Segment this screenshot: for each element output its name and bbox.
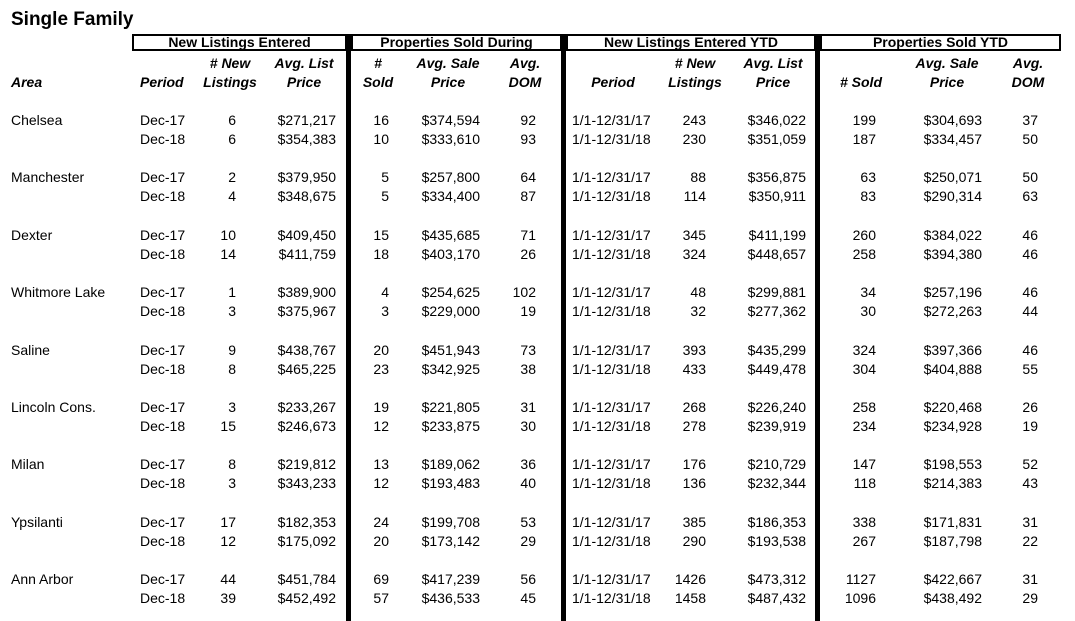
- cell-avg-list-price: $389,900: [277, 284, 336, 300]
- header-avg-list-1: Avg. List: [274, 55, 334, 71]
- cell-new-listings: 3: [228, 475, 236, 491]
- cell-ytd-new-listings: 114: [683, 188, 706, 204]
- cell-avg-list-price: $409,450: [277, 227, 336, 243]
- cell-ytd-period: 1/1-12/31/17: [572, 284, 651, 300]
- cell-ytd-period: 1/1-12/31/17: [572, 514, 651, 530]
- cell-avg-sale-price: $193,483: [421, 475, 480, 491]
- cell-new-listings: 12: [220, 533, 236, 549]
- cell-sold: 10: [373, 131, 389, 147]
- cell-ytd-sold: 83: [860, 188, 876, 204]
- divider-1: [346, 34, 351, 621]
- cell-ytd-period: 1/1-12/31/18: [572, 188, 651, 204]
- cell-dom: 40: [520, 475, 536, 491]
- cell-dom: 53: [520, 514, 536, 530]
- cell-ytd-avg-list-price: $411,199: [748, 227, 806, 243]
- cell-new-listings: 2: [228, 169, 236, 185]
- cell-avg-sale-price: $233,875: [421, 418, 480, 434]
- cell-dom: 38: [520, 361, 536, 377]
- cell-avg-list-price: $452,492: [277, 590, 336, 606]
- cell-period: Dec-17: [140, 342, 186, 358]
- header-area: Area: [11, 74, 43, 90]
- cell-avg-list-price: $411,759: [278, 246, 336, 262]
- cell-avg-sale-price: $435,685: [421, 227, 480, 243]
- cell-new-listings: 39: [220, 590, 236, 606]
- cell-ytd-dom: 43: [1022, 475, 1038, 491]
- cell-ytd-avg-sale-price: $198,553: [923, 456, 982, 472]
- cell-ytd-new-listings: 278: [682, 418, 706, 434]
- cell-sold: 20: [373, 533, 389, 549]
- cell-ytd-new-listings: 243: [682, 112, 706, 128]
- cell-ytd-period: 1/1-12/31/17: [572, 112, 651, 128]
- cell-ytd-avg-sale-price: $257,196: [923, 284, 982, 300]
- cell-ytd-new-listings: 32: [690, 303, 706, 319]
- cell-new-listings: 9: [228, 342, 236, 358]
- cell-dom: 93: [520, 131, 536, 147]
- cell-ytd-avg-list-price: $232,344: [747, 475, 806, 491]
- cell-ytd-period: 1/1-12/31/18: [572, 418, 651, 434]
- cell-ytd-avg-list-price: $299,881: [747, 284, 806, 300]
- cell-sold: 20: [373, 342, 389, 358]
- cell-avg-sale-price: $374,594: [421, 112, 480, 128]
- cell-ytd-avg-list-price: $226,240: [747, 399, 806, 415]
- cell-avg-list-price: $438,767: [277, 342, 336, 358]
- cell-avg-sale-price: $257,800: [421, 169, 480, 185]
- cell-ytd-period: 1/1-12/31/18: [572, 131, 651, 147]
- cell-ytd-avg-list-price: $351,059: [747, 131, 806, 147]
- cell-ytd-avg-list-price: $346,022: [747, 112, 806, 128]
- cell-avg-sale-price: $342,925: [421, 361, 480, 377]
- area-name: Ypsilanti: [11, 514, 63, 530]
- cell-dom: 64: [520, 169, 536, 185]
- cell-ytd-sold: 30: [860, 303, 876, 319]
- cell-ytd-dom: 46: [1022, 227, 1038, 243]
- header-sold-2: Sold: [362, 74, 394, 90]
- cell-ytd-avg-list-price: $186,353: [747, 514, 806, 530]
- cell-ytd-avg-sale-price: $304,693: [923, 112, 982, 128]
- cell-ytd-sold: 260: [852, 227, 876, 243]
- cell-ytd-dom: 26: [1022, 399, 1038, 415]
- cell-sold: 18: [373, 246, 389, 262]
- cell-ytd-sold: 118: [853, 475, 876, 491]
- cell-ytd-period: 1/1-12/31/18: [572, 590, 651, 606]
- cell-sold: 16: [373, 112, 389, 128]
- group-sold-during: Properties Sold During: [351, 34, 562, 51]
- cell-new-listings: 6: [228, 112, 236, 128]
- cell-avg-list-price: $354,383: [277, 131, 336, 147]
- cell-ytd-period: 1/1-12/31/18: [572, 246, 651, 262]
- cell-ytd-avg-list-price: $473,312: [747, 571, 806, 587]
- cell-sold: 24: [373, 514, 389, 530]
- header-period: Period: [140, 74, 184, 90]
- cell-period: Dec-17: [140, 514, 186, 530]
- cell-ytd-avg-sale-price: $438,492: [923, 590, 982, 606]
- cell-ytd-avg-list-price: $210,729: [747, 456, 806, 472]
- cell-ytd-avg-list-price: $239,919: [747, 418, 806, 434]
- cell-ytd-period: 1/1-12/31/17: [572, 571, 651, 587]
- cell-period: Dec-18: [140, 246, 186, 262]
- cell-ytd-avg-list-price: $193,538: [747, 533, 806, 549]
- header-dom-2: DOM: [508, 74, 542, 90]
- cell-ytd-dom: 31: [1022, 571, 1038, 587]
- cell-ytd-dom: 37: [1022, 112, 1038, 128]
- cell-ytd-avg-sale-price: $214,383: [923, 475, 982, 491]
- cell-new-listings: 3: [228, 303, 236, 319]
- cell-ytd-dom: 46: [1022, 284, 1038, 300]
- cell-ytd-period: 1/1-12/31/17: [572, 456, 651, 472]
- header-ytd-new-1: # New: [674, 55, 716, 71]
- cell-avg-sale-price: $229,000: [421, 303, 480, 319]
- cell-sold: 12: [373, 418, 389, 434]
- cell-ytd-sold: 187: [852, 131, 876, 147]
- group-sold-ytd: Properties Sold YTD: [820, 34, 1061, 51]
- cell-sold: 57: [373, 590, 389, 606]
- cell-avg-sale-price: $189,062: [421, 456, 480, 472]
- header-new-listings-2: Listings: [203, 74, 257, 90]
- cell-period: Dec-17: [140, 284, 186, 300]
- header-ytd-sale-2: Price: [929, 74, 965, 90]
- cell-dom: 87: [520, 188, 536, 204]
- cell-ytd-avg-sale-price: $334,457: [923, 131, 982, 147]
- cell-ytd-sold: 1127: [845, 571, 876, 587]
- header-ytd-sold: # Sold: [839, 74, 882, 90]
- area-name: Chelsea: [11, 112, 63, 128]
- cell-new-listings: 3: [228, 399, 236, 415]
- cell-avg-list-price: $175,092: [277, 533, 336, 549]
- cell-period: Dec-17: [140, 169, 186, 185]
- cell-ytd-period: 1/1-12/31/18: [572, 533, 651, 549]
- cell-ytd-avg-sale-price: $250,071: [923, 169, 982, 185]
- cell-dom: 56: [520, 571, 536, 587]
- cell-new-listings: 1: [228, 284, 236, 300]
- cell-ytd-dom: 50: [1022, 169, 1038, 185]
- cell-dom: 71: [520, 227, 536, 243]
- cell-ytd-dom: 22: [1022, 533, 1038, 549]
- cell-period: Dec-18: [140, 590, 186, 606]
- cell-dom: 29: [520, 533, 536, 549]
- cell-avg-list-price: $348,675: [277, 188, 336, 204]
- cell-ytd-sold: 199: [852, 112, 876, 128]
- cell-dom: 31: [520, 399, 536, 415]
- cell-dom: 26: [520, 246, 536, 262]
- cell-ytd-sold: 267: [852, 533, 876, 549]
- cell-avg-sale-price: $254,625: [421, 284, 480, 300]
- page-title: Single Family: [11, 9, 134, 30]
- cell-ytd-avg-list-price: $435,299: [747, 342, 806, 358]
- cell-ytd-avg-list-price: $350,911: [748, 188, 806, 204]
- cell-ytd-new-listings: 324: [682, 246, 706, 262]
- cell-avg-list-price: $343,233: [277, 475, 336, 491]
- header-ytd-list-1: Avg. List: [743, 55, 803, 71]
- cell-ytd-avg-sale-price: $272,263: [923, 303, 982, 319]
- cell-ytd-dom: 52: [1022, 456, 1038, 472]
- cell-ytd-dom: 50: [1022, 131, 1038, 147]
- cell-sold: 5: [381, 188, 389, 204]
- cell-ytd-avg-list-price: $356,875: [747, 169, 806, 185]
- cell-new-listings: 4: [228, 188, 236, 204]
- cell-ytd-dom: 19: [1022, 418, 1038, 434]
- cell-dom: 45: [520, 590, 536, 606]
- cell-ytd-period: 1/1-12/31/17: [572, 399, 651, 415]
- cell-ytd-new-listings: 48: [690, 284, 706, 300]
- header-dom-1: Avg.: [509, 55, 541, 71]
- cell-period: Dec-17: [140, 112, 186, 128]
- area-name: Ann Arbor: [11, 571, 74, 587]
- header-ytd-sale-1: Avg. Sale: [915, 55, 979, 71]
- cell-ytd-new-listings: 136: [682, 475, 706, 491]
- header-ytd-dom-1: Avg.: [1012, 55, 1044, 71]
- cell-sold: 23: [373, 361, 389, 377]
- group-new-listings: New Listings Entered: [132, 34, 347, 51]
- cell-ytd-sold: 34: [860, 284, 876, 300]
- cell-dom: 36: [520, 456, 536, 472]
- cell-ytd-avg-sale-price: $422,667: [923, 571, 982, 587]
- cell-ytd-new-listings: 1458: [674, 590, 706, 606]
- cell-period: Dec-18: [140, 188, 186, 204]
- cell-avg-sale-price: $334,400: [421, 188, 480, 204]
- cell-ytd-new-listings: 385: [682, 514, 706, 530]
- cell-ytd-dom: 44: [1022, 303, 1038, 319]
- cell-ytd-dom: 31: [1022, 514, 1038, 530]
- cell-ytd-avg-list-price: $448,657: [747, 246, 806, 262]
- cell-avg-sale-price: $451,943: [421, 342, 480, 358]
- cell-dom: 19: [520, 303, 536, 319]
- cell-ytd-new-listings: 290: [682, 533, 706, 549]
- area-name: Whitmore Lake: [11, 284, 106, 300]
- header-ytd-period: Period: [591, 74, 635, 90]
- cell-ytd-avg-sale-price: $394,380: [923, 246, 982, 262]
- cell-avg-list-price: $375,967: [277, 303, 336, 319]
- cell-ytd-new-listings: 230: [682, 131, 706, 147]
- cell-new-listings: 44: [220, 571, 236, 587]
- divider-3: [815, 34, 820, 621]
- cell-ytd-avg-sale-price: $220,468: [923, 399, 982, 415]
- cell-period: Dec-18: [140, 131, 186, 147]
- cell-dom: 73: [520, 342, 536, 358]
- cell-ytd-avg-sale-price: $290,314: [923, 188, 982, 204]
- cell-avg-sale-price: $436,533: [421, 590, 480, 606]
- cell-ytd-avg-sale-price: $384,022: [923, 227, 982, 243]
- cell-period: Dec-17: [140, 456, 186, 472]
- cell-period: Dec-17: [140, 227, 186, 243]
- area-name: Lincoln Cons.: [11, 399, 96, 415]
- cell-sold: 5: [381, 169, 389, 185]
- cell-period: Dec-17: [140, 399, 186, 415]
- cell-ytd-sold: 338: [852, 514, 876, 530]
- area-name: Manchester: [11, 169, 85, 185]
- cell-avg-list-price: $451,784: [277, 571, 336, 587]
- header-ytd-list-2: Price: [755, 74, 791, 90]
- header-ytd-new-2: Listings: [668, 74, 722, 90]
- cell-ytd-sold: 258: [852, 246, 876, 262]
- cell-ytd-avg-list-price: $277,362: [747, 303, 806, 319]
- cell-sold: 4: [381, 284, 389, 300]
- cell-avg-list-price: $182,353: [277, 514, 336, 530]
- cell-new-listings: 6: [228, 131, 236, 147]
- cell-ytd-new-listings: 433: [682, 361, 706, 377]
- cell-ytd-avg-list-price: $449,478: [747, 361, 806, 377]
- cell-period: Dec-18: [140, 475, 186, 491]
- cell-ytd-avg-sale-price: $187,798: [923, 533, 982, 549]
- cell-new-listings: 10: [220, 227, 236, 243]
- cell-sold: 19: [373, 399, 389, 415]
- cell-avg-list-price: $271,217: [277, 112, 336, 128]
- cell-avg-sale-price: $199,708: [421, 514, 480, 530]
- cell-ytd-period: 1/1-12/31/17: [572, 227, 651, 243]
- cell-ytd-dom: 46: [1022, 342, 1038, 358]
- cell-dom: 92: [520, 112, 536, 128]
- cell-ytd-avg-sale-price: $171,831: [923, 514, 982, 530]
- cell-avg-list-price: $465,225: [277, 361, 336, 377]
- cell-sold: 69: [373, 571, 389, 587]
- cell-ytd-new-listings: 393: [682, 342, 706, 358]
- header-avg-sale-1: Avg. Sale: [416, 55, 480, 71]
- cell-ytd-new-listings: 88: [690, 169, 706, 185]
- cell-sold: 3: [381, 303, 389, 319]
- cell-avg-sale-price: $221,805: [421, 399, 480, 415]
- cell-ytd-new-listings: 176: [682, 456, 706, 472]
- cell-period: Dec-17: [140, 571, 186, 587]
- cell-new-listings: 15: [220, 418, 236, 434]
- header-sold-1: #: [374, 55, 382, 71]
- cell-ytd-new-listings: 1426: [674, 571, 706, 587]
- cell-period: Dec-18: [140, 533, 186, 549]
- cell-avg-sale-price: $173,142: [421, 533, 480, 549]
- cell-ytd-period: 1/1-12/31/18: [572, 303, 651, 319]
- area-name: Saline: [11, 342, 50, 358]
- cell-avg-list-price: $246,673: [277, 418, 336, 434]
- cell-ytd-dom: 29: [1022, 590, 1038, 606]
- cell-new-listings: 17: [220, 514, 236, 530]
- header-avg-sale-2: Price: [430, 74, 466, 90]
- cell-new-listings: 14: [220, 246, 236, 262]
- cell-ytd-avg-sale-price: $397,366: [923, 342, 982, 358]
- cell-period: Dec-18: [140, 303, 186, 319]
- cell-period: Dec-18: [140, 418, 186, 434]
- cell-ytd-dom: 63: [1022, 188, 1038, 204]
- cell-ytd-sold: 304: [852, 361, 876, 377]
- cell-ytd-period: 1/1-12/31/17: [572, 169, 651, 185]
- cell-sold: 13: [373, 456, 389, 472]
- divider-2: [561, 34, 566, 621]
- header-new-listings-1: # New: [209, 55, 251, 71]
- cell-avg-list-price: $233,267: [277, 399, 336, 415]
- header-avg-list-2: Price: [286, 74, 322, 90]
- group-new-listings-ytd: New Listings Entered YTD: [566, 34, 816, 51]
- cell-ytd-period: 1/1-12/31/18: [572, 475, 651, 491]
- area-name: Dexter: [11, 227, 53, 243]
- cell-ytd-new-listings: 345: [682, 227, 706, 243]
- cell-ytd-period: 1/1-12/31/17: [572, 342, 651, 358]
- cell-new-listings: 8: [228, 456, 236, 472]
- cell-ytd-sold: 234: [852, 418, 876, 434]
- cell-ytd-avg-sale-price: $404,888: [923, 361, 982, 377]
- cell-ytd-sold: 324: [852, 342, 876, 358]
- cell-avg-list-price: $219,812: [277, 456, 336, 472]
- cell-ytd-dom: 46: [1022, 246, 1038, 262]
- cell-ytd-avg-list-price: $487,432: [747, 590, 806, 606]
- cell-ytd-new-listings: 268: [682, 399, 706, 415]
- cell-ytd-period: 1/1-12/31/18: [572, 361, 651, 377]
- cell-ytd-sold: 1096: [844, 590, 876, 606]
- cell-sold: 12: [373, 475, 389, 491]
- cell-ytd-avg-sale-price: $234,928: [923, 418, 982, 434]
- cell-dom: 30: [520, 418, 536, 434]
- cell-ytd-sold: 147: [852, 456, 876, 472]
- cell-avg-sale-price: $417,239: [421, 571, 480, 587]
- cell-period: Dec-18: [140, 361, 186, 377]
- cell-avg-sale-price: $403,170: [421, 246, 480, 262]
- cell-dom: 102: [512, 284, 536, 300]
- cell-new-listings: 8: [228, 361, 236, 377]
- area-name: Milan: [11, 456, 45, 472]
- cell-ytd-dom: 55: [1022, 361, 1038, 377]
- cell-ytd-sold: 63: [860, 169, 876, 185]
- cell-avg-list-price: $379,950: [277, 169, 336, 185]
- cell-sold: 15: [373, 227, 389, 243]
- cell-avg-sale-price: $333,610: [421, 131, 480, 147]
- cell-ytd-sold: 258: [852, 399, 876, 415]
- header-ytd-dom-2: DOM: [1011, 74, 1045, 90]
